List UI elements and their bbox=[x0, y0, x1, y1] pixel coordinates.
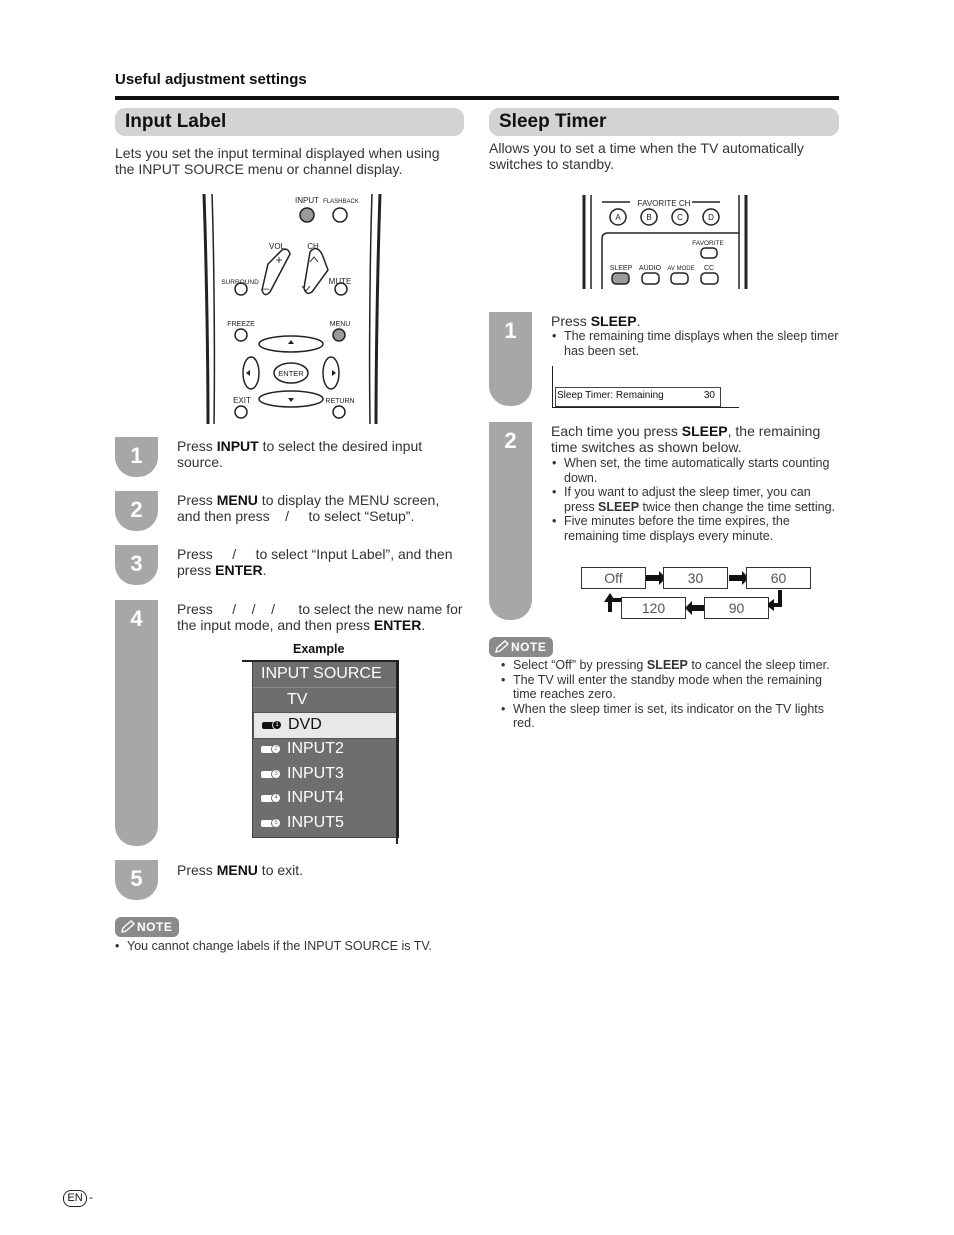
flow-90: 90 bbox=[704, 597, 769, 619]
menu-item-input5[interactable]: 5 INPUT5 bbox=[253, 811, 397, 836]
flow-off: Off bbox=[581, 567, 646, 589]
sleep-remote-illustration bbox=[580, 193, 750, 291]
arrow-right-icon bbox=[646, 575, 660, 581]
input-source-menu bbox=[252, 660, 399, 838]
exit-label: EXIT bbox=[233, 396, 251, 405]
corner-arrow-icon bbox=[768, 590, 788, 612]
flow-120: 120 bbox=[621, 597, 686, 619]
av-mode-key-label: AV MODE bbox=[667, 266, 695, 272]
sleep-step-2-text: Each time you press SLEEP, the remaining time switches as shown below. bbox=[551, 423, 821, 455]
input-label-note: • You cannot change labels if the INPUT SOURCE is TV. bbox=[115, 939, 455, 954]
flow-30: 30 bbox=[663, 567, 728, 589]
svg-text:C: C bbox=[677, 213, 683, 222]
arrow-left-icon bbox=[691, 605, 705, 611]
sleep-notes: • Select “Off” by pressing SLEEP to cancel the sleep timer. • The TV will enter the standby mode when the remaining time reaches zero. • When the sleep timer is set, its indicator on the TV lights red. bbox=[501, 658, 836, 731]
step-1-text: Press INPUT to select the desired input source. bbox=[177, 438, 423, 470]
svg-text:B: B bbox=[646, 213, 652, 222]
menu-item-dvd-selected[interactable]: 1 DVD bbox=[253, 712, 397, 739]
freeze-label: FREEZE bbox=[227, 321, 255, 328]
step-2-marker: 2 bbox=[115, 491, 158, 531]
osd-value: 30 bbox=[703, 390, 715, 401]
enter-key-label: ENTER bbox=[278, 369, 304, 378]
menu-item-input4[interactable]: 4 INPUT4 bbox=[253, 786, 397, 811]
note-badge: NOTE bbox=[115, 917, 179, 937]
osd-label: Sleep Timer: Remaining bbox=[557, 390, 664, 401]
ch-label: CH bbox=[307, 242, 319, 251]
svg-text:D: D bbox=[708, 213, 714, 222]
svg-text:A: A bbox=[615, 213, 621, 222]
vol-label: VOL bbox=[268, 242, 286, 251]
menu-key-label: MENU bbox=[329, 321, 351, 328]
pencil-icon bbox=[120, 920, 135, 934]
flashback-key-label: FLASHBACK bbox=[323, 199, 359, 205]
input-terminal-icon: 4 bbox=[261, 795, 276, 802]
svg-text:–: – bbox=[262, 283, 270, 295]
remote-control-illustration bbox=[200, 192, 385, 426]
menu-item-tv[interactable]: TV bbox=[287, 691, 308, 708]
sleep-timer-heading: Sleep Timer bbox=[489, 108, 839, 136]
flow-60: 60 bbox=[746, 567, 811, 589]
menu-item-input2[interactable]: 2 INPUT2 bbox=[253, 737, 397, 762]
page-dash: - bbox=[89, 1190, 93, 1204]
sleep-step-1-bullet: • The remaining time displays when the sleep timer has been set. bbox=[552, 329, 842, 358]
audio-key-label: AUDIO bbox=[638, 265, 662, 272]
sleep-note-badge: NOTE bbox=[489, 637, 553, 657]
arrow-right-icon bbox=[729, 575, 743, 581]
input-key-label: INPUT bbox=[295, 196, 319, 205]
osd-frame bbox=[552, 407, 739, 408]
input-label-heading: Input Label bbox=[115, 108, 464, 136]
menu-frame-line bbox=[396, 660, 398, 844]
menu-frame-line bbox=[242, 660, 397, 662]
step-3-text: Press / to select “Input Label”, and then press ENTER. bbox=[177, 546, 453, 578]
step-4-marker: 4 bbox=[115, 600, 158, 846]
step-3-marker: 3 bbox=[115, 545, 158, 585]
input-terminal-icon: 2 bbox=[261, 746, 276, 753]
cc-key-label: CC bbox=[703, 265, 715, 272]
example-label: Example bbox=[293, 642, 345, 656]
step-1-marker: 1 bbox=[115, 437, 158, 477]
menu-item-input3[interactable]: 3 INPUT3 bbox=[253, 762, 397, 787]
mute-label: MUTE bbox=[328, 277, 352, 286]
input-terminal-icon: 5 bbox=[261, 820, 276, 827]
header-rule bbox=[115, 96, 839, 100]
sleep-step-1-text: Press SLEEP. bbox=[551, 313, 641, 329]
return-arrow-icon bbox=[602, 590, 624, 614]
step-2-text: Press MENU to display the MENU screen, and then press / to select “Setup”. bbox=[177, 492, 440, 524]
step-4-text: Press / / / to select the new name for the input mode, and then press ENTER. bbox=[177, 601, 463, 633]
sleep-step-2-marker: 2 bbox=[489, 422, 532, 620]
svg-text:+: + bbox=[275, 253, 283, 267]
return-label: RETURN bbox=[325, 398, 355, 405]
favorite-ch-label: FAVORITE CH bbox=[637, 199, 691, 208]
surround-label: SURROUND bbox=[221, 279, 259, 286]
sleep-timer-osd bbox=[555, 387, 721, 407]
menu-title: INPUT SOURCE bbox=[261, 665, 382, 682]
input-terminal-icon: 1 bbox=[262, 722, 277, 729]
sleep-step-1-marker: 1 bbox=[489, 312, 532, 406]
step-5-text: Press MENU to exit. bbox=[177, 862, 304, 878]
input-label-intro: Lets you set the input terminal displayed when using the INPUT SOURCE menu or channel display. bbox=[115, 145, 440, 177]
step-5-marker: 5 bbox=[115, 860, 158, 900]
section-header: Useful adjustment settings bbox=[115, 71, 307, 88]
language-badge: EN bbox=[63, 1190, 87, 1207]
sleep-timer-intro: Allows you to set a time when the TV automatically switches to standby. bbox=[489, 140, 804, 172]
pencil-icon bbox=[494, 640, 509, 654]
favorite-label: FAVORITE bbox=[692, 240, 724, 247]
sleep-step-2-bullets: • When set, the time automatically starts counting down. • If you want to adjust the sleep timer, you can press SLEEP twice then change the time setting. • Five minutes before the time expires, the remaining time displays every minute. bbox=[552, 456, 842, 543]
sleep-key-label: SLEEP bbox=[609, 265, 633, 272]
osd-frame bbox=[552, 366, 553, 408]
input-terminal-icon: 3 bbox=[261, 771, 276, 778]
